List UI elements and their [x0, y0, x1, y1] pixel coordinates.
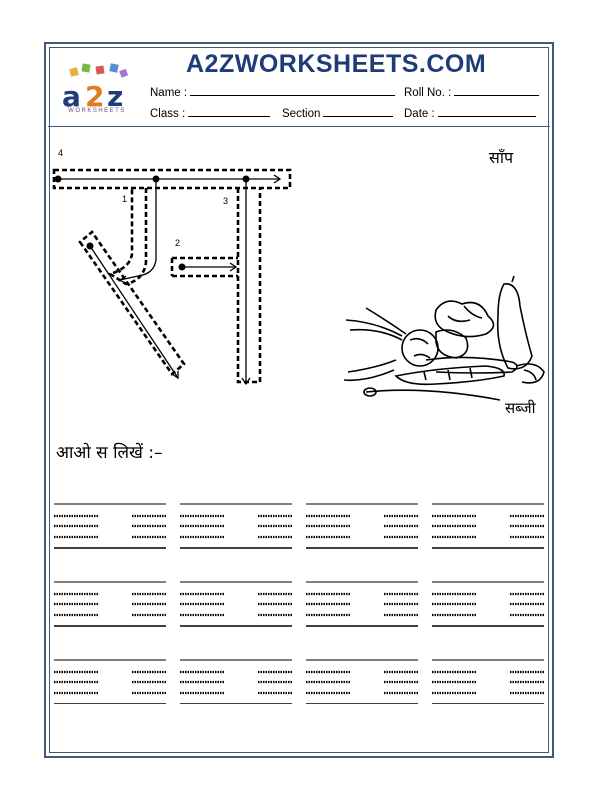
logo-subtext: WORKSHEETS: [68, 108, 126, 114]
class-label: Class :: [150, 108, 186, 120]
vegetables-basket-icon: [336, 276, 548, 404]
svg-text:z: z: [107, 80, 124, 113]
date-label: Date :: [404, 108, 435, 120]
svg-text:a: a: [62, 80, 81, 113]
svg-text:2: 2: [85, 80, 105, 113]
site-title: A2ZWORKSHEETS.COM: [186, 50, 487, 78]
name-field[interactable]: [150, 85, 395, 99]
vegetable-word: सब्जी: [505, 399, 536, 417]
name-label: Name :: [150, 87, 188, 99]
section-field[interactable]: [282, 106, 393, 120]
stroke-number-2: 2: [175, 238, 181, 248]
snake-word: साँप: [489, 148, 514, 167]
class-field[interactable]: [150, 106, 270, 120]
section-label: Section: [282, 108, 321, 120]
letter-tracing-guide: [48, 150, 308, 400]
roll-field[interactable]: [404, 85, 539, 99]
stroke-number-1: 1: [122, 194, 128, 204]
date-field[interactable]: [404, 106, 536, 120]
practice-instruction: आओ स लिखें :–: [56, 443, 163, 463]
roll-label: Roll No. :: [404, 87, 452, 99]
practice-writing-grid[interactable]: [54, 494, 548, 704]
header-divider: [48, 126, 550, 127]
stroke-number-3: 3: [223, 196, 229, 206]
stroke-number-4: 4: [58, 148, 64, 158]
